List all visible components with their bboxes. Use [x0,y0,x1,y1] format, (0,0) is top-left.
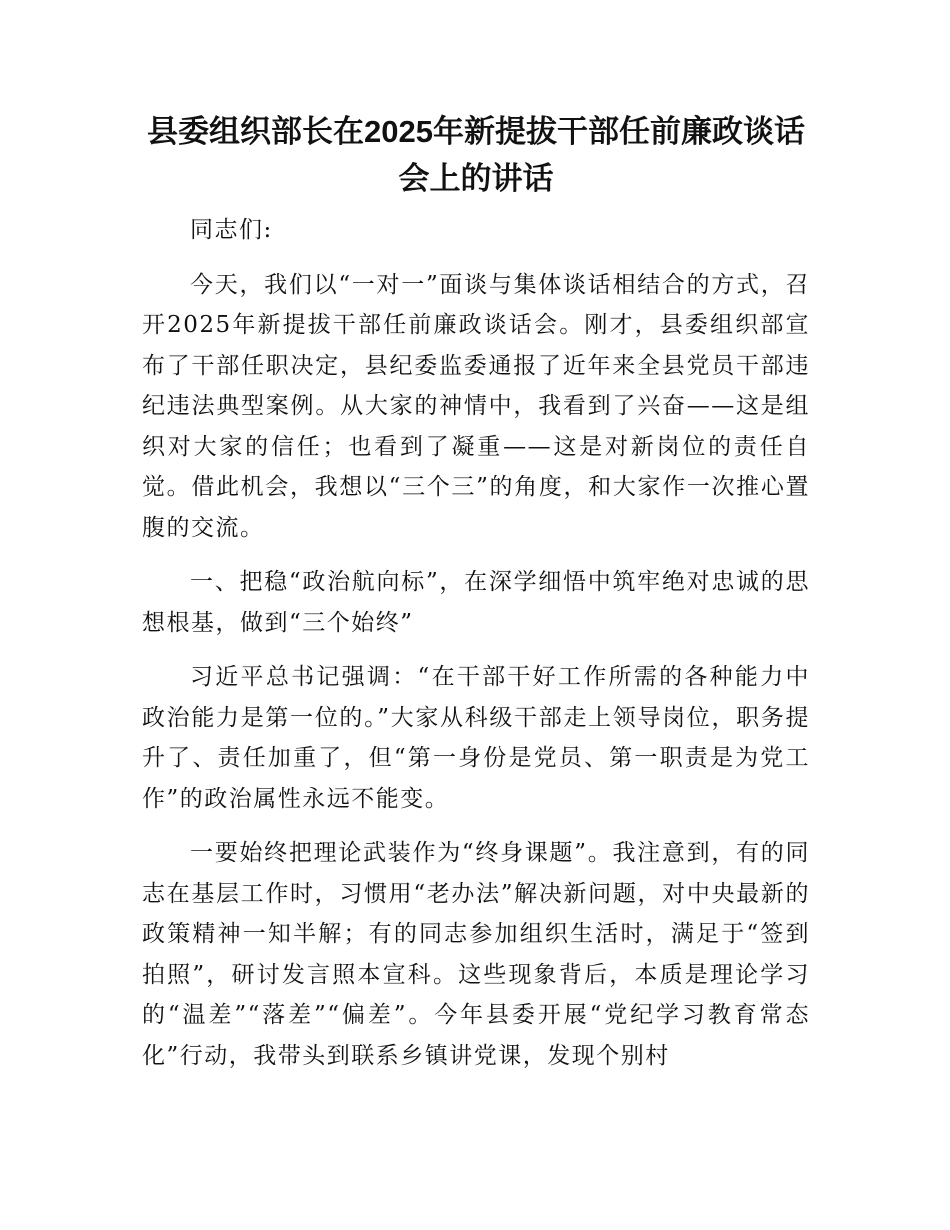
paragraph-quote: 习近平总书记强调：“在干部干好工作所需的各种能力中政治能力是第一位的。”大家从科级干部走上领导岗位，职务提升了、责任加重了，但“第一身份是党员、第一职责是为党工作”的政治属性永远不能变。 [142,664,810,812]
paragraph-intro: 今天，我们以“一对一”面谈与集体谈话相结合的方式，召开2025年新提拔干部任前廉政谈话会。刚才，县委组织部宣布了干部任职决定，县纪委监委通报了近年来全县党员干部违纪违法典型案例。从大家的神情中，我看到了兴奋——这是组织对大家的信任；也看到了凝重——这是对新岗位的责任自觉。借此机会，我想以“三个三”的角度，和大家作一次推心置腹的交流。 [142,271,810,541]
section-heading-one: 一、把稳“政治航向标”，在深学细悟中筑牢绝对忠诚的思想根基，做到“三个始终” [142,569,810,636]
greeting: 同志们: [190,217,273,243]
document-page [142,108,810,1090]
paragraph-theory: 一要始终把理论武装作为“终身课题”。我注意到，有的同志在基层工作时，习惯用“老办法”解决新问题，对中央最新的政策精神一知半解；有的同志参加组织生活时，满足于“签到拍照”，研讨发言照本宣科。这些现象背后，本质是理论学习的“温差”“落差”“偏差”。今年县委开展“党纪学习教育常态化”行动，我带头到联系乡镇讲党课，发现个别村 [142,840,810,1069]
document-title: 县委组织部长在2025年新提拔干部任前廉政谈话会上的讲话 [147,114,805,196]
